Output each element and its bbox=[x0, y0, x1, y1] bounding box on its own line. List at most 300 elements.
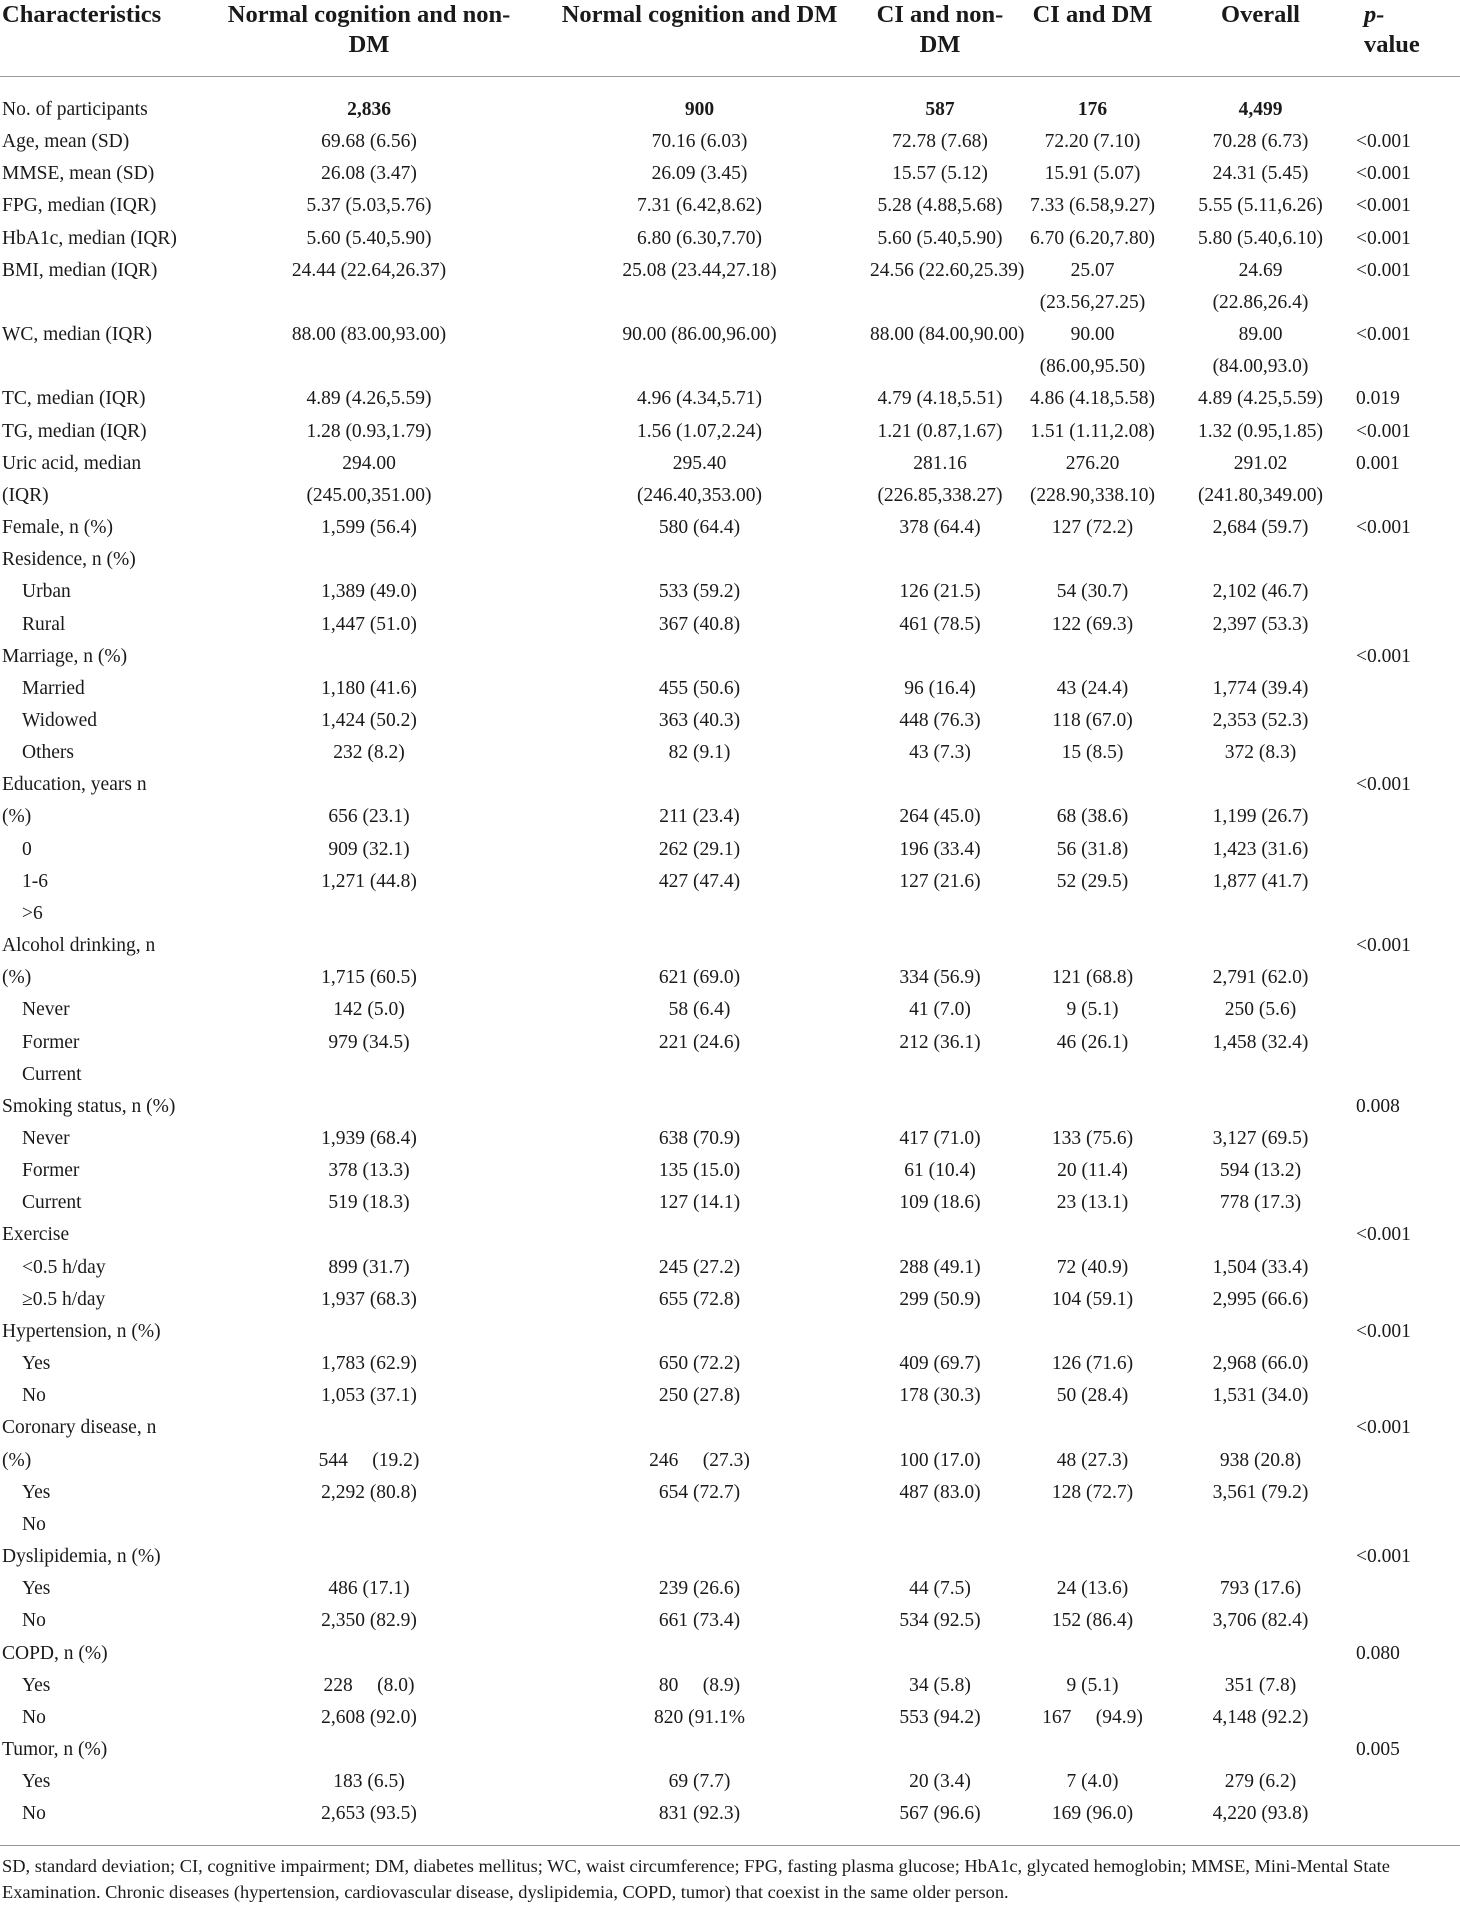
cell-v2 bbox=[533, 1638, 866, 1670]
cell-v4 bbox=[1014, 866, 1171, 898]
cell-v5 bbox=[1171, 1252, 1350, 1284]
cell-v1 bbox=[205, 769, 533, 801]
cell-value: 448 (76.3) bbox=[899, 709, 981, 731]
table-row bbox=[0, 416, 1460, 448]
table-row bbox=[0, 1187, 1460, 1219]
row-label-text: Alcohol drinking, n bbox=[2, 935, 156, 957]
cell-v1 bbox=[205, 576, 533, 608]
cell-value: 1,531 (34.0) bbox=[1212, 1385, 1309, 1407]
cell-value: 88.00 (83.00,93.00) bbox=[291, 324, 447, 346]
cell-value: 2,995 (66.6) bbox=[1212, 1288, 1309, 1310]
cell-v1 bbox=[205, 1219, 533, 1251]
cell-p-value bbox=[1350, 737, 1460, 769]
table-row bbox=[0, 930, 1460, 962]
cell-v5 bbox=[1171, 223, 1350, 255]
row-label-text: BMI, median (IQR) bbox=[2, 259, 158, 281]
cell-v1 bbox=[205, 1766, 533, 1798]
cell-v5 bbox=[1171, 1477, 1350, 1509]
cell-v5 bbox=[1171, 1123, 1350, 1155]
cell-v4 bbox=[1014, 1734, 1171, 1766]
table-row bbox=[0, 1798, 1460, 1845]
cell-v3 bbox=[866, 1670, 1014, 1702]
cell-value: 118 (67.0) bbox=[1052, 709, 1133, 731]
cell-v2 bbox=[533, 1027, 866, 1059]
cell-v1 bbox=[205, 416, 533, 448]
cell-v2 bbox=[533, 930, 866, 962]
cell-value: 900 bbox=[684, 99, 715, 120]
cell-p-value bbox=[1350, 1766, 1460, 1798]
row-label-text: Others bbox=[22, 742, 74, 764]
cell-value: 1,447 (51.0) bbox=[321, 613, 417, 635]
cell-value: 69 (7.7) bbox=[668, 1771, 731, 1793]
row-label bbox=[0, 1059, 205, 1091]
cell-v5 bbox=[1171, 769, 1350, 801]
cell-v3 bbox=[866, 1509, 1014, 1541]
cell-value: 367 (40.8) bbox=[658, 613, 741, 635]
cell-value: (226.85,338.27) bbox=[877, 484, 1003, 506]
cell-v3 bbox=[866, 1541, 1014, 1573]
cell-p-value bbox=[1350, 1509, 1460, 1541]
cell-value: 72.78 (7.68) bbox=[892, 131, 988, 153]
cell-p-value: 0.001 bbox=[1356, 452, 1400, 474]
cell-v3 bbox=[866, 223, 1014, 255]
cell-v4 bbox=[1014, 1445, 1171, 1477]
cell-v1 bbox=[205, 1187, 533, 1219]
cell-value: 228 (8.0) bbox=[323, 1674, 415, 1696]
cell-v3 bbox=[866, 1348, 1014, 1380]
cell-v1 bbox=[205, 383, 533, 415]
cell-value: 2,608 (92.0) bbox=[321, 1706, 417, 1728]
row-label bbox=[0, 1702, 205, 1734]
cell-p-value: <0.001 bbox=[1356, 259, 1411, 281]
cell-value: 2,353 (52.3) bbox=[1212, 709, 1309, 731]
cell-value: 121 (68.8) bbox=[1051, 967, 1134, 989]
cell-p-value bbox=[1350, 1380, 1460, 1412]
cell-v2 bbox=[533, 416, 866, 448]
cell-value: 5.37 (5.03,5.76) bbox=[306, 195, 432, 217]
cell-value: 519 (18.3) bbox=[328, 1192, 410, 1214]
row-label-text: Never bbox=[22, 999, 70, 1021]
cell-v1 bbox=[205, 866, 533, 898]
row-label-text: No bbox=[22, 1513, 46, 1535]
cell-v3 bbox=[866, 1702, 1014, 1734]
cell-p-value bbox=[1350, 609, 1460, 641]
row-label-text: Former bbox=[22, 1031, 80, 1053]
cell-v3 bbox=[866, 1091, 1014, 1123]
row-label-text: Female, n (%) bbox=[2, 517, 114, 539]
cell-v1 bbox=[205, 1605, 533, 1637]
row-label bbox=[0, 544, 205, 576]
cell-v2 bbox=[533, 673, 866, 705]
cell-value: 5.60 (5.40,5.90) bbox=[306, 227, 432, 249]
cell-v5 bbox=[1171, 158, 1350, 190]
cell-value: 126 (21.5) bbox=[899, 581, 981, 603]
cell-value: 1,271 (44.8) bbox=[321, 870, 417, 892]
cell-p-value: <0.001 bbox=[1356, 1417, 1411, 1439]
cell-value: 487 (83.0) bbox=[899, 1481, 981, 1503]
cell-p-value: <0.001 bbox=[1356, 774, 1411, 796]
table-row bbox=[0, 834, 1460, 866]
cell-value: 24 (13.6) bbox=[1056, 1578, 1129, 1600]
row-label bbox=[0, 1219, 205, 1251]
cell-v3 bbox=[866, 1477, 1014, 1509]
cell-value: 56 (31.8) bbox=[1056, 838, 1129, 860]
cell-v4 bbox=[1014, 962, 1171, 994]
cell-p-value: <0.001 bbox=[1356, 195, 1411, 217]
row-label bbox=[0, 126, 205, 158]
row-label bbox=[0, 737, 205, 769]
cell-v4 bbox=[1014, 512, 1171, 544]
cell-v4 bbox=[1014, 1187, 1171, 1219]
cell-value: 232 (8.2) bbox=[333, 742, 405, 764]
cell-v1 bbox=[205, 1734, 533, 1766]
cell-p-value: <0.001 bbox=[1356, 131, 1411, 153]
cell-value: 5.55 (5.11,6.26) bbox=[1198, 195, 1323, 217]
table-row bbox=[0, 1541, 1460, 1573]
row-label bbox=[0, 1187, 205, 1219]
cell-v4 bbox=[1014, 1638, 1171, 1670]
cell-v3 bbox=[866, 1059, 1014, 1091]
cell-v2 bbox=[533, 1573, 866, 1605]
cell-value: 246 (27.3) bbox=[649, 1449, 750, 1471]
cell-p-value bbox=[1350, 1702, 1460, 1734]
cell-v5 bbox=[1171, 1187, 1350, 1219]
cell-value: 909 (32.1) bbox=[328, 838, 410, 860]
cell-v5 bbox=[1171, 512, 1350, 544]
cell-value: 544 (19.2) bbox=[318, 1449, 420, 1471]
row-label-text: No bbox=[22, 1385, 46, 1407]
cell-v5 bbox=[1171, 1348, 1350, 1380]
cell-v3 bbox=[866, 962, 1014, 994]
cell-value: 793 (17.6) bbox=[1219, 1578, 1302, 1600]
table-row bbox=[0, 255, 1460, 319]
cell-v5 bbox=[1171, 1573, 1350, 1605]
cell-value: 127 (14.1) bbox=[658, 1192, 741, 1214]
cell-v3 bbox=[866, 1380, 1014, 1412]
table-row bbox=[0, 1219, 1460, 1251]
row-label bbox=[0, 1123, 205, 1155]
cell-v1 bbox=[205, 737, 533, 769]
cell-p-value bbox=[1350, 1605, 1460, 1637]
cell-p-value bbox=[1350, 1445, 1460, 1477]
cell-v2 bbox=[533, 1091, 866, 1123]
cell-v3 bbox=[866, 673, 1014, 705]
row-label bbox=[0, 609, 205, 641]
row-label bbox=[0, 1284, 205, 1316]
cell-v2 bbox=[533, 255, 866, 319]
cell-v2 bbox=[533, 898, 866, 930]
cell-value: 938 (20.8) bbox=[1219, 1449, 1302, 1471]
cell-v1 bbox=[205, 1284, 533, 1316]
table-row bbox=[0, 1380, 1460, 1412]
row-label-text: TC, median (IQR) bbox=[2, 388, 146, 410]
cell-value: 1.32 (0.95,1.85) bbox=[1197, 420, 1324, 442]
row-label-text: Yes bbox=[22, 1481, 51, 1503]
row-label-text: ≥0.5 h/day bbox=[22, 1288, 106, 1310]
cell-value: 221 (24.6) bbox=[658, 1031, 741, 1053]
cell-v3 bbox=[866, 1798, 1014, 1845]
header-p-value bbox=[1350, 0, 1460, 77]
row-label bbox=[0, 1734, 205, 1766]
cell-v4 bbox=[1014, 190, 1171, 222]
row-label-text: (IQR) bbox=[2, 484, 49, 506]
table-row bbox=[0, 673, 1460, 705]
cell-value: 48 (27.3) bbox=[1056, 1449, 1129, 1471]
cell-value: (22.86,26.4) bbox=[1212, 291, 1309, 313]
table-row bbox=[0, 319, 1460, 383]
cell-value: 183 (6.5) bbox=[333, 1771, 405, 1793]
row-label-text: Uric acid, median bbox=[2, 452, 142, 474]
cell-v1 bbox=[205, 1445, 533, 1477]
cell-v2 bbox=[533, 1059, 866, 1091]
cell-value: (23.56,27.25) bbox=[1039, 291, 1146, 313]
row-label-text: Current bbox=[22, 1063, 82, 1085]
row-label-text: 0 bbox=[22, 838, 32, 860]
row-label-text: >6 bbox=[22, 902, 43, 924]
table-row bbox=[0, 126, 1460, 158]
table-bottom-rule bbox=[0, 1845, 1460, 1846]
cell-p-value bbox=[1350, 1187, 1460, 1219]
cell-v2 bbox=[533, 834, 866, 866]
cell-v2 bbox=[533, 319, 866, 383]
cell-v5 bbox=[1171, 673, 1350, 705]
cell-value: 80 (8.9) bbox=[658, 1674, 741, 1696]
cell-value: 4,499 bbox=[1238, 99, 1283, 120]
cell-v4 bbox=[1014, 1027, 1171, 1059]
row-label-text: Marriage, n (%) bbox=[2, 645, 128, 667]
cell-v1 bbox=[205, 673, 533, 705]
cell-value: 90.00 (86.00,96.00) bbox=[622, 324, 777, 346]
cell-value: 295.40 bbox=[672, 452, 727, 474]
cell-value: 417 (71.0) bbox=[899, 1128, 981, 1149]
cell-value: 831 (92.3) bbox=[658, 1803, 741, 1825]
row-label-text: No bbox=[22, 1706, 46, 1728]
cell-p-value: 0.005 bbox=[1356, 1738, 1400, 1760]
row-label-text: No bbox=[22, 1803, 46, 1825]
cell-v4 bbox=[1014, 448, 1171, 512]
cell-value: 820 (91.1% bbox=[654, 1706, 745, 1728]
cell-p-value bbox=[1350, 705, 1460, 737]
table-row bbox=[0, 898, 1460, 930]
cell-value: 7 (4.0) bbox=[1066, 1771, 1119, 1793]
cell-v5 bbox=[1171, 641, 1350, 673]
row-label-text: Never bbox=[22, 1128, 70, 1149]
cell-v3 bbox=[866, 769, 1014, 801]
cell-value: 3,706 (82.4) bbox=[1212, 1610, 1309, 1632]
cell-v3 bbox=[866, 1187, 1014, 1219]
row-label-text: Former bbox=[22, 1160, 80, 1182]
cell-v1 bbox=[205, 1380, 533, 1412]
row-label-text: (%) bbox=[2, 967, 32, 989]
row-label bbox=[0, 383, 205, 415]
cell-v3 bbox=[866, 1219, 1014, 1251]
table-row bbox=[0, 1766, 1460, 1798]
cell-v5 bbox=[1171, 1155, 1350, 1187]
cell-v1 bbox=[205, 1123, 533, 1155]
row-label-text: (%) bbox=[2, 1449, 32, 1471]
row-label bbox=[0, 1541, 205, 1573]
table-row bbox=[0, 737, 1460, 769]
cell-value: 1,180 (41.6) bbox=[321, 677, 417, 699]
cell-value: 534 (92.5) bbox=[899, 1610, 981, 1632]
row-label-text: Yes bbox=[22, 1674, 51, 1696]
cell-p-value: <0.001 bbox=[1356, 227, 1411, 249]
cell-v4 bbox=[1014, 994, 1171, 1026]
cell-value: 96 (16.4) bbox=[904, 677, 976, 699]
cell-v2 bbox=[533, 609, 866, 641]
cell-v4 bbox=[1014, 1380, 1171, 1412]
cell-v5 bbox=[1171, 1670, 1350, 1702]
cell-value: 1,423 (31.6) bbox=[1212, 838, 1309, 860]
cell-p-value bbox=[1350, 898, 1460, 930]
row-label bbox=[0, 1573, 205, 1605]
row-label-text: No bbox=[22, 1610, 46, 1632]
cell-p-value: <0.001 bbox=[1356, 324, 1411, 346]
row-label-text: Dyslipidemia, n (%) bbox=[2, 1546, 161, 1568]
cell-v4 bbox=[1014, 77, 1171, 127]
cell-v2 bbox=[533, 383, 866, 415]
cell-v2 bbox=[533, 769, 866, 801]
cell-value: 50 (28.4) bbox=[1056, 1385, 1129, 1407]
cell-v4 bbox=[1014, 1123, 1171, 1155]
cell-value: 3,561 (79.2) bbox=[1212, 1481, 1309, 1503]
cell-value: 20 (3.4) bbox=[909, 1771, 971, 1793]
cell-v5 bbox=[1171, 1509, 1350, 1541]
cell-v5 bbox=[1171, 866, 1350, 898]
cell-value: 486 (17.1) bbox=[328, 1578, 410, 1600]
table-row bbox=[0, 1027, 1460, 1059]
cell-value: (84.00,93.0) bbox=[1212, 356, 1309, 378]
table-row bbox=[0, 1348, 1460, 1380]
table-row bbox=[0, 223, 1460, 255]
cell-value: 1,599 (56.4) bbox=[321, 517, 417, 539]
cell-v4 bbox=[1014, 255, 1171, 319]
cell-p-value bbox=[1350, 801, 1460, 833]
cell-value: 25.08 (23.44,27.18) bbox=[622, 259, 777, 281]
cell-value: 4,148 (92.2) bbox=[1212, 1706, 1309, 1728]
cell-v4 bbox=[1014, 1573, 1171, 1605]
cell-value: 1,939 (68.4) bbox=[321, 1128, 417, 1149]
row-label-text: Residence, n (%) bbox=[2, 549, 136, 571]
cell-value: 3,127 (69.5) bbox=[1212, 1128, 1309, 1149]
row-label bbox=[0, 1509, 205, 1541]
cell-v4 bbox=[1014, 1766, 1171, 1798]
row-label-text: Yes bbox=[22, 1353, 51, 1375]
cell-value: 7.31 (6.42,8.62) bbox=[636, 195, 763, 217]
cell-v3 bbox=[866, 1734, 1014, 1766]
row-label bbox=[0, 641, 205, 673]
cell-v4 bbox=[1014, 1412, 1171, 1444]
table-row bbox=[0, 1252, 1460, 1284]
cell-value: 58 (6.4) bbox=[668, 999, 731, 1021]
cell-p-value bbox=[1350, 866, 1460, 898]
cell-v3 bbox=[866, 705, 1014, 737]
row-label bbox=[0, 1638, 205, 1670]
cell-value: 778 (17.3) bbox=[1219, 1192, 1302, 1214]
row-label bbox=[0, 1445, 205, 1477]
cell-value: 69.68 (6.56) bbox=[321, 131, 417, 153]
cell-v3 bbox=[866, 1605, 1014, 1637]
cell-v2 bbox=[533, 158, 866, 190]
cell-value: 52 (29.5) bbox=[1056, 870, 1129, 892]
cell-value: 288 (49.1) bbox=[899, 1256, 981, 1278]
cell-p-value bbox=[1350, 994, 1460, 1026]
row-label bbox=[0, 158, 205, 190]
cell-value: 142 (5.0) bbox=[333, 999, 405, 1021]
cell-p-value: <0.001 bbox=[1356, 163, 1411, 185]
cell-value: 2,397 (53.3) bbox=[1212, 613, 1309, 635]
cell-value: 70.28 (6.73) bbox=[1212, 131, 1309, 153]
row-label-text: Smoking status, n (%) bbox=[2, 1095, 176, 1117]
cell-v3 bbox=[866, 1573, 1014, 1605]
cell-v1 bbox=[205, 962, 533, 994]
cell-p-value bbox=[1350, 834, 1460, 866]
cell-value: 24.31 (5.45) bbox=[1212, 163, 1309, 185]
cell-p-value bbox=[1350, 1284, 1460, 1316]
cell-value: 587 bbox=[925, 99, 955, 120]
cell-v3 bbox=[866, 801, 1014, 833]
cell-v3 bbox=[866, 1766, 1014, 1798]
row-label bbox=[0, 801, 205, 833]
row-label bbox=[0, 1091, 205, 1123]
cell-v2 bbox=[533, 801, 866, 833]
cell-value: 20 (11.4) bbox=[1057, 1160, 1128, 1182]
cell-v5 bbox=[1171, 1027, 1350, 1059]
row-label bbox=[0, 576, 205, 608]
cell-v4 bbox=[1014, 1348, 1171, 1380]
cell-p-value bbox=[1350, 1155, 1460, 1187]
row-label-text: Age, mean (SD) bbox=[2, 131, 130, 153]
cell-value: 43 (7.3) bbox=[909, 742, 971, 764]
cell-p-value bbox=[1350, 1027, 1460, 1059]
cell-p-value bbox=[1350, 77, 1460, 127]
row-label-text: Current bbox=[22, 1192, 82, 1214]
cell-value: 89.00 bbox=[1238, 324, 1283, 346]
cell-v1 bbox=[205, 898, 533, 930]
cell-v3 bbox=[866, 576, 1014, 608]
cell-v4 bbox=[1014, 1702, 1171, 1734]
cell-v5 bbox=[1171, 609, 1350, 641]
cell-value: 1,877 (41.7) bbox=[1212, 870, 1309, 892]
cell-v4 bbox=[1014, 158, 1171, 190]
cell-value: 656 (23.1) bbox=[328, 806, 410, 828]
cell-v4 bbox=[1014, 1284, 1171, 1316]
row-label bbox=[0, 1252, 205, 1284]
cell-v2 bbox=[533, 1541, 866, 1573]
cell-v5 bbox=[1171, 1219, 1350, 1251]
cell-value: 90.00 bbox=[1070, 324, 1115, 346]
cell-v4 bbox=[1014, 126, 1171, 158]
cell-v2 bbox=[533, 1412, 866, 1444]
cell-v1 bbox=[205, 1477, 533, 1509]
row-label bbox=[0, 705, 205, 737]
cell-value: 979 (34.5) bbox=[328, 1031, 410, 1053]
table-row bbox=[0, 866, 1460, 898]
cell-v2 bbox=[533, 126, 866, 158]
cell-v4 bbox=[1014, 898, 1171, 930]
cell-value: 6.70 (6.20,7.80) bbox=[1029, 227, 1156, 249]
header-characteristics: Characteristics bbox=[0, 0, 205, 77]
cell-v1 bbox=[205, 1252, 533, 1284]
cell-value: 1,715 (60.5) bbox=[321, 967, 417, 989]
cell-v3 bbox=[866, 609, 1014, 641]
cell-p-value: <0.001 bbox=[1356, 645, 1411, 667]
cell-value: 127 (21.6) bbox=[899, 870, 981, 892]
cell-v1 bbox=[205, 544, 533, 576]
cell-p-value bbox=[1350, 673, 1460, 705]
cell-v4 bbox=[1014, 223, 1171, 255]
cell-value: 24.44 (22.64,26.37) bbox=[291, 259, 447, 281]
